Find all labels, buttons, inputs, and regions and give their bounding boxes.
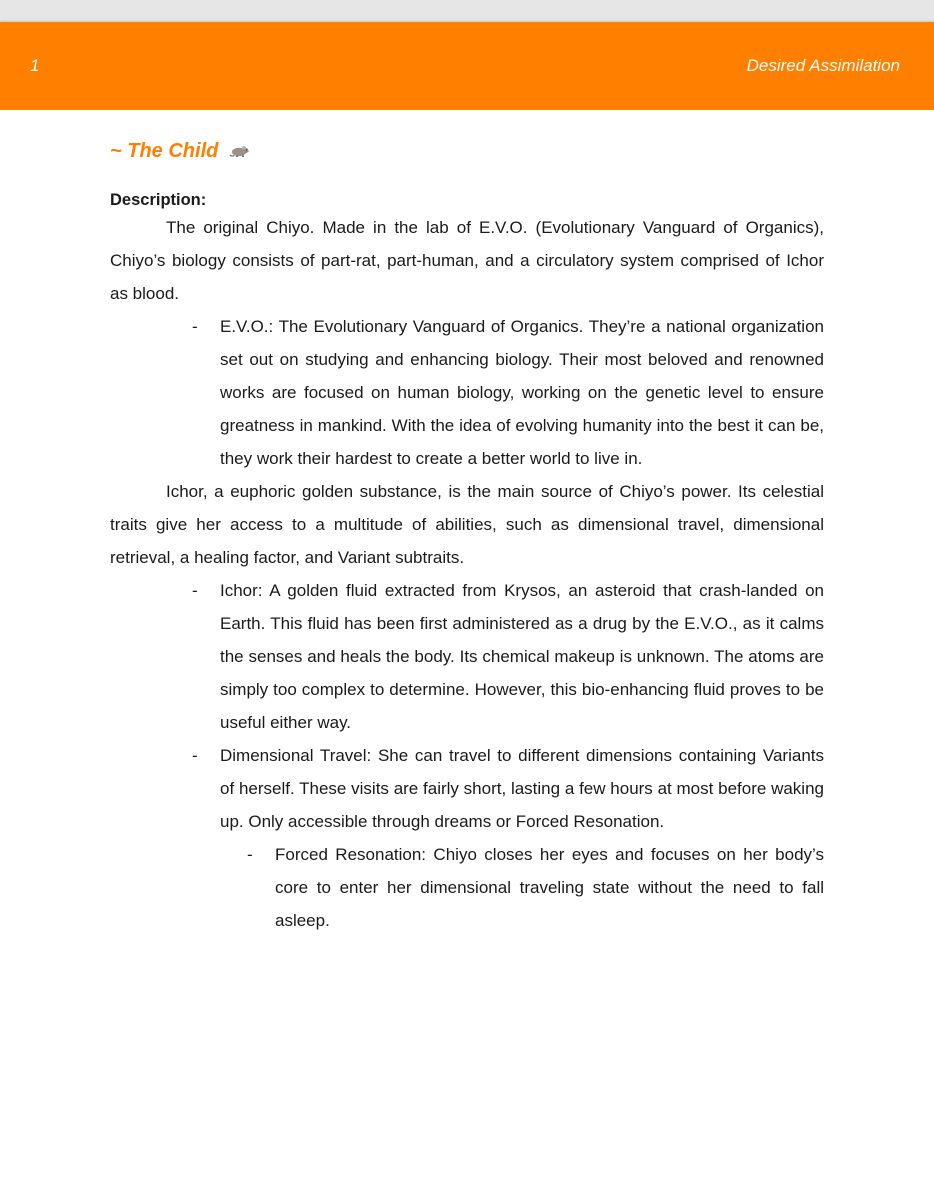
bullet-text-dimensional-travel: Dimensional Travel: She can travel to different dimensions containing Variants of herself. These visits are fairly short, lasting a few hours at most before waking up. Only accessible through dreams or Forced Resonation. <box>220 746 824 831</box>
bullet-dash: - <box>192 746 198 765</box>
paragraph-ichor: Ichor, a euphoric golden substance, is the main source of Chiyo’s power. Its celestial traits give her access to a multitude of abilities, such as dimensional travel, dimensional retrieval, a healing factor, and Variant subtraits. <box>110 482 824 567</box>
page-number: 1 <box>30 56 40 75</box>
bullet-item-forced-resonation <box>110 838 824 937</box>
bullet-item-ichor <box>110 574 824 739</box>
bullet-dash: - <box>192 581 198 600</box>
bullet-dash: - <box>192 317 198 336</box>
bullet-list-sub <box>110 838 824 937</box>
paragraph-intro: The original Chiyo. Made in the lab of E.V.O. (Evolutionary Vanguard of Organics), Chiyo’s biology consists of part-rat, part-human, and a circulatory system comprised of Ichor as blood. <box>110 218 824 303</box>
bullet-text-ichor: Ichor: A golden fluid extracted from Krysos, an asteroid that crash-landed on Earth. This fluid has been first administered as a drug by the E.V.O., as it calms the senses and heals the body. Its chemical makeup is unknown. The atoms are simply too complex to determine. However, this bio-enhancing fluid proves to be useful either way. <box>220 581 824 732</box>
section-title <box>110 136 824 166</box>
document-title: Desired Assimilation <box>746 56 900 75</box>
bullet-list-evo <box>110 310 824 475</box>
description-label: Description: <box>110 191 207 209</box>
page-content <box>110 136 824 937</box>
bullet-text-evo: E.V.O.: The Evolutionary Vanguard of Organics. They’re a national organization set out on studying and enhancing biology. Their most beloved and renowned works are focused on human biology, working on the genetic level to ensure greatness in mankind. With the idea of evolving humanity into the best it can be, they work their hardest to create a better world to live in. <box>220 317 824 468</box>
bullet-item-dimensional-travel <box>110 739 824 838</box>
document-page <box>0 22 934 1200</box>
bullet-list-abilities <box>110 574 824 838</box>
page-header <box>0 22 934 110</box>
bullet-item-evo <box>110 310 824 475</box>
rat-icon <box>228 137 250 167</box>
bullet-dash: - <box>247 845 253 864</box>
section-title-text: ~ The Child <box>110 140 219 162</box>
bullet-text-forced-resonation: Forced Resonation: Chiyo closes her eyes and focuses on her body’s core to enter her dimensional traveling state without the need to fall asleep. <box>275 845 824 930</box>
